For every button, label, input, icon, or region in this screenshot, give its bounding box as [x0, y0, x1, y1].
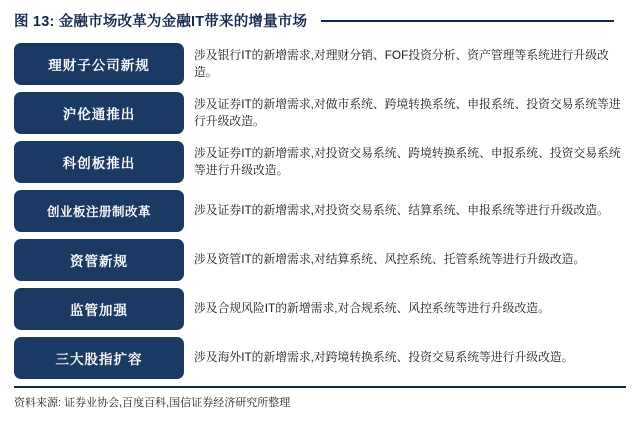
row-label-badge: 科创板推出: [14, 141, 184, 183]
table-row: [14, 92, 626, 134]
table-row: [14, 337, 626, 379]
row-label-badge: 创业板注册制改革: [14, 190, 184, 232]
row-description-text: 涉及证券IT的新增需求,对投资交易系统、跨境转换系统、申报系统、投资交易系统等进行升级改造。: [194, 145, 621, 177]
table-row: [14, 141, 626, 183]
figure-title-bar: [0, 0, 640, 37]
row-description: [194, 141, 626, 183]
row-label-badge: 理财子公司新规: [14, 43, 184, 85]
row-description-text: 涉及证券IT的新增需求,对做市系统、跨境转换系统、申报系统、投资交易系统等进行升级改造。: [194, 96, 621, 128]
row-description: [194, 288, 626, 330]
rows-container: [0, 37, 640, 379]
row-description-text: 涉及海外IT的新增需求,对跨境转换系统、投资交易系统等进行升级改造。: [194, 350, 574, 365]
table-row: [14, 190, 626, 232]
row-description: [194, 239, 626, 281]
table-row: [14, 43, 626, 85]
source-note: 资料来源: 证券业协会,百度百科,国信证券经济研究所整理: [14, 397, 291, 409]
row-description: [194, 190, 626, 232]
row-description: [194, 337, 626, 379]
row-description-text: 涉及资管IT的新增需求,对结算系统、风控系统、托管系统等进行升级改造。: [194, 252, 586, 267]
row-description-text: 涉及证券IT的新增需求,对投资交易系统、结算系统、申报系统等进行升级改造。: [194, 203, 609, 218]
row-label-badge: 资管新规: [14, 239, 184, 281]
title-divider: [321, 20, 614, 22]
row-description-text: 涉及银行IT的新增需求,对理财分销、FOF投资分析、资产管理等系统进行升级改造。: [194, 47, 609, 79]
page-title: 图 13: 金融市场改革为金融IT带来的增量市场: [14, 14, 308, 30]
row-description: [194, 43, 626, 85]
row-description: [194, 92, 626, 134]
row-description-text: 涉及合规风险IT的新增需求,对合规系统、风控系统等进行升级改造。: [194, 301, 550, 316]
table-row: [14, 239, 626, 281]
row-label-badge: 监管加强: [14, 288, 184, 330]
row-label-badge: 三大股指扩容: [14, 337, 184, 379]
row-label-badge: 沪伦通推出: [14, 92, 184, 134]
table-row: [14, 288, 626, 330]
